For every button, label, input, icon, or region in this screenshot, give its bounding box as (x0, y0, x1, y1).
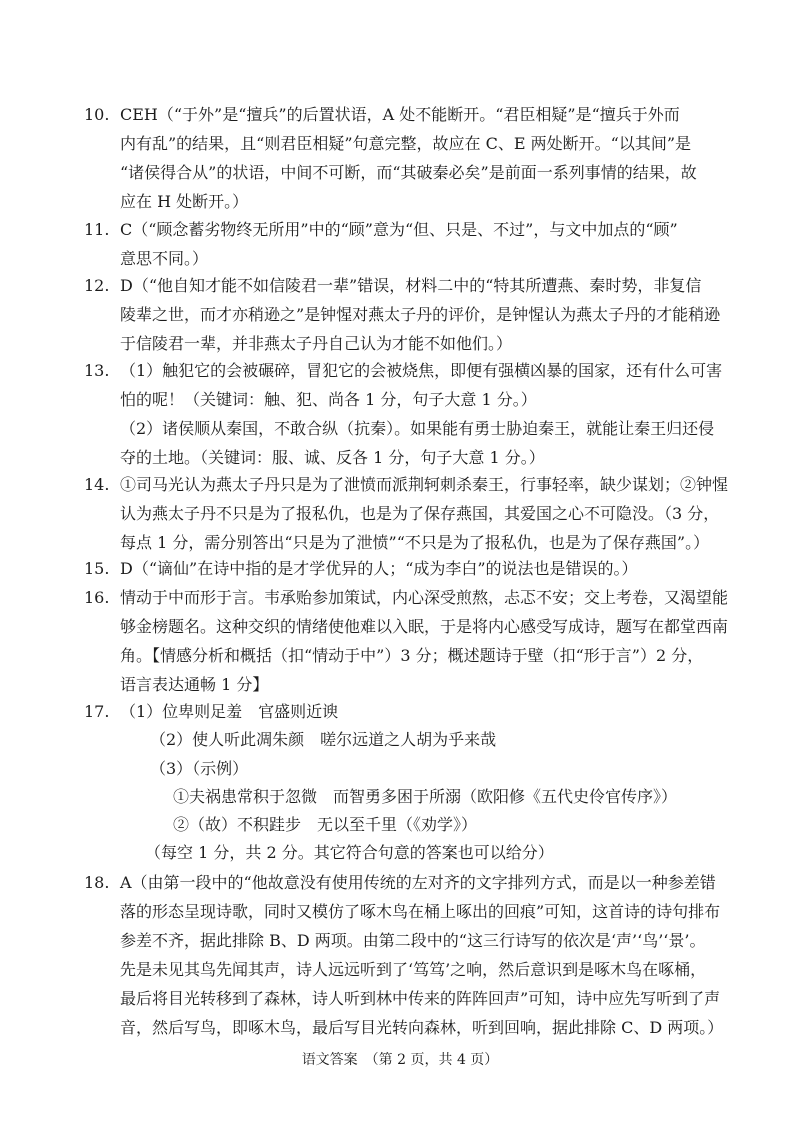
answer-item-14 (84, 470, 729, 557)
item-number: 12. (84, 276, 110, 295)
item-text-line: 应在 H 处断开。） (120, 192, 249, 211)
answer-item-17-part-2 (150, 725, 710, 754)
item-text-line: 角。【情感分析和概括（扣“情动于中”）3 分；概述题诗于壁（扣“形于言”）2 分， (120, 646, 704, 665)
item-number: 17. (84, 702, 110, 721)
item-text-line: 落的形态呈现诗歌，同时又模仿了啄木鸟在桶上啄出的回痕”可知，这首诗的诗句排布 (120, 902, 721, 921)
answer-item-12 (84, 271, 721, 358)
answer-item-17-example-1 (173, 782, 677, 811)
item-text-line: （2）诸侯顺从秦国，不敢合纵（抗秦）。如果能有勇士胁迫秦王，就能让秦王归还侵 (120, 419, 715, 438)
item-text-line: （3）（示例） (150, 759, 249, 778)
answer-item-15 (84, 554, 700, 583)
item-number: 14. (84, 475, 110, 494)
item-text-line: 怕的呢！（关键词：触、犯、尚各 1 分，句子大意 1 分。） (120, 390, 537, 409)
page-footer: 语文答案 （第 2 页，共 4 页） (301, 1052, 499, 1068)
item-text-line: 意思不同。） (120, 249, 209, 268)
item-text-line: C（“顾念蓄劣物终无所用”中的“顾”意为“但、只是、不过”，与文中加点的“顾” (120, 220, 678, 239)
item-text-line: 每点 1 分，需分别答出“只是为了泄愤”“不只是为了报私仇，也是为了保存燕国”。） (120, 533, 710, 552)
answer-item-11 (84, 215, 700, 273)
item-number: 11. (84, 220, 110, 239)
item-text-line: ②（故）不积跬步 无以至千里（《劝学》） (173, 815, 478, 834)
item-number: 16. (84, 588, 110, 607)
item-text-line: D（“他自知才能不如信陵君一辈”错误，材料二中的“特其所遭燕、秦时势，非复信 (120, 276, 702, 295)
item-text-line: 语言表达通畅 1 分】 (120, 675, 269, 694)
item-number: 15. (84, 559, 110, 578)
answer-item-18 (84, 868, 724, 1042)
item-text-line: （2）使人听此凋朱颜 嗟尔远道之人胡为乎来哉 (150, 730, 497, 749)
item-text-line: A（由第一段中的“他故意没有使用传统的左对齐的文字排列方式，而是以一种参差错 (120, 873, 716, 892)
answer-item-16 (84, 583, 729, 699)
answer-item-10 (84, 100, 700, 216)
item-text-line: CEH（“于外”是“擅兵”的后置状语，A 处不能断开。“君臣相疑”是“擅兵于外而 (120, 105, 680, 124)
answer-item-13 (84, 356, 723, 472)
item-text-line: “诸侯得合从”的状语，中间不可断，而“其破秦必矣”是前面一系列事情的结果，故 (120, 163, 697, 182)
answer-item-17-part-3 (150, 754, 710, 783)
item-text-line: （1）位卑则足羞 官盛则近谀 (120, 702, 339, 721)
item-text-line: 够金榜题名。这种交织的情绪使他难以入眠，于是将内心感受写成诗，题写在都堂西南 (120, 617, 729, 636)
item-text-line: D（“谪仙”在诗中指的是才学优异的人；“成为李白”的说法也是错误的。） (120, 559, 638, 578)
item-text-line: 认为燕太子丹不只是为了报私仇，也是为了保存燕国，其爱国之心不可隐没。（3 分， (120, 504, 720, 523)
item-text-line: ①司马光认为燕太子丹只是为了泄愤而派荆轲刺杀秦王，行事轻率，缺少谋划；②钟惺 (120, 475, 729, 494)
item-text-line: 参差不齐，据此排除 B、D 两项。由第二段中的“这三行诗写的依次是‘声’‘鸟’‘景’。 (120, 931, 706, 950)
item-text-line: 内有乱”的结果，且“则君臣相疑”句意完整，故应在 C、E 两处断开。“以其间”是 (120, 134, 691, 153)
answer-item-17-example-2 (173, 810, 477, 839)
item-number: 18. (84, 873, 110, 892)
item-text-line: （1）触犯它的会被碾碎，冒犯它的会被烧焦，即便有强横凶暴的国家，还有什么可害 (120, 361, 723, 380)
item-number: 13. (84, 361, 110, 380)
item-text-line: 最后将目光转移到了森林，诗人听到林中传来的阵阵回声”可知，诗中应先写听到了声 (120, 989, 721, 1008)
item-text-line: 先是未见其鸟先闻其声，诗人远远听到了‘笃笃’之响，然后意识到是啄木鸟在啄桶， (120, 960, 707, 979)
item-text-line: 夺的土地。（关键词：服、诚、反各 1 分，句子大意 1 分。） (120, 448, 545, 467)
answer-item-17 (84, 697, 700, 726)
item-text-line: 陵辈之世，而才亦稍逊之”是钟惺对燕太子丹的评价，是钟惺认为燕太子丹的才能稍逊 (120, 305, 721, 324)
item-text-line: （每空 1 分，共 2 分。其它符合句意的答案也可以给分） (145, 843, 554, 862)
answer-item-17-scoring-note (145, 838, 705, 867)
item-number: 10. (84, 105, 110, 124)
item-text-line: 情动于中而形于言。韦承贻参加策试，内心深受煎熬，忐忑不安；交上考卷，又渴望能 (120, 588, 729, 607)
item-text-line: ①夫祸患常积于忽微 而智勇多困于所溺（欧阳修《五代史伶官传序》） (173, 787, 678, 806)
item-text-line: 音，然后写鸟，即啄木鸟，最后写目光转向森林，听到回响，据此排除 C、D 两项。） (120, 1018, 724, 1037)
item-text-line: 于信陵君一辈，并非燕太子丹自己认为才能不如他们。） (120, 334, 513, 353)
